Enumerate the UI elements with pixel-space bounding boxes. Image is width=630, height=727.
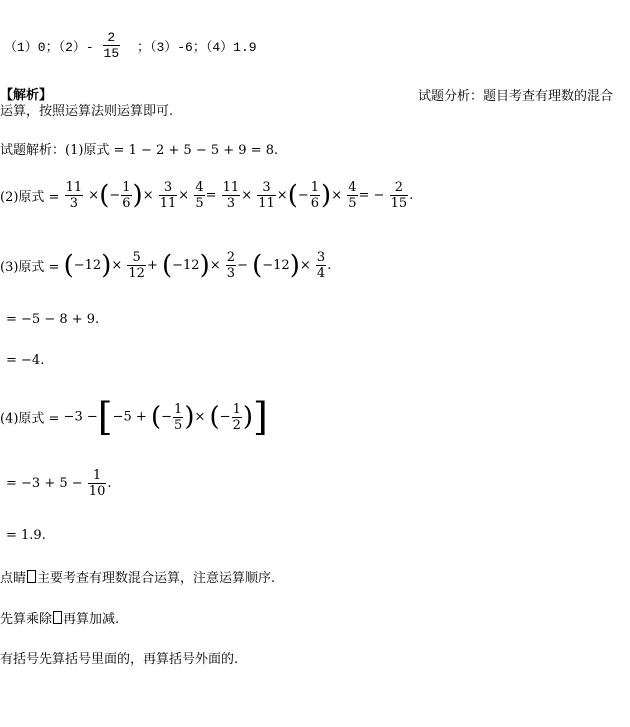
note-3: 有括号先算括号里面的，再算括号外面的.: [0, 652, 239, 667]
solution-step-1: 试题解析：(1)原式 = 1 − 2 + 5 − 5 + 9 = 8.: [0, 143, 279, 158]
answer-part-2: ；（3）-6；（4）1.9: [136, 40, 257, 55]
answer-fraction: [103, 30, 121, 61]
solution-step-4c: = 1.9.: [6, 528, 46, 543]
solution-step-3b: = −5 − 8 + 9.: [6, 312, 100, 327]
note-1: [0, 567, 275, 586]
answer-fraction-numerator: 2: [103, 30, 121, 46]
solution-step-4: (4)原式 = −3 −[−5 + (− $\frac{1}{5}$ )× (− $\frac{1}{2}$ )]: [0, 395, 268, 439]
note-2: [0, 608, 119, 627]
answer-line: [4, 30, 257, 61]
note-2-part-2: 再算加减.: [63, 612, 120, 627]
solution-step-2: (2)原式 = $\frac{11}{3}$ ×(− $\frac{1}{6}$ )× $\frac{3}{11}$ × $\frac{4}{5}$ = $\frac{11}{3}$ × $\frac{3}{11}$ ×(− $\frac{1}{6}$ )× $\frac{4}{5}$ = − $\frac{2}{15}$ .: [0, 180, 414, 211]
answer-fraction-denominator: 15: [103, 46, 120, 61]
analysis-intro-continued: 运算，按照运算法则运算即可.: [0, 104, 174, 119]
solution-step-3: (3)原式 = (−12)× $\frac{5}{12}$ + (−12)× $\frac{2}{3}$ − (−12)× $\frac{3}{4}$ .: [0, 250, 332, 281]
solution-step-4b: = −3 + 5 − $\frac{1}{10}$ .: [6, 468, 112, 499]
analysis-header: 【解析】: [0, 88, 53, 103]
note-2-part-1: 先算乘除: [0, 612, 53, 627]
solution-step-3c: = −4.: [6, 353, 45, 368]
answer-part-1: （1）0；（2）-: [4, 40, 94, 55]
step-4-label: (4)原式 =: [0, 411, 60, 427]
missing-glyph-icon: [27, 570, 36, 583]
analysis-intro-right: 试题分析：题目考查有理数的混合: [418, 89, 614, 104]
note-1-text: 主要考查有理数混合运算，注意运算顺序.: [37, 571, 276, 586]
note-1-label: 点睛: [0, 571, 27, 586]
step-2-label: (2)原式 =: [0, 190, 60, 205]
step-3-label: (3)原式 =: [0, 260, 60, 275]
missing-glyph-icon: [53, 611, 62, 624]
fraction: $\frac{11}{3}$: [65, 180, 83, 211]
